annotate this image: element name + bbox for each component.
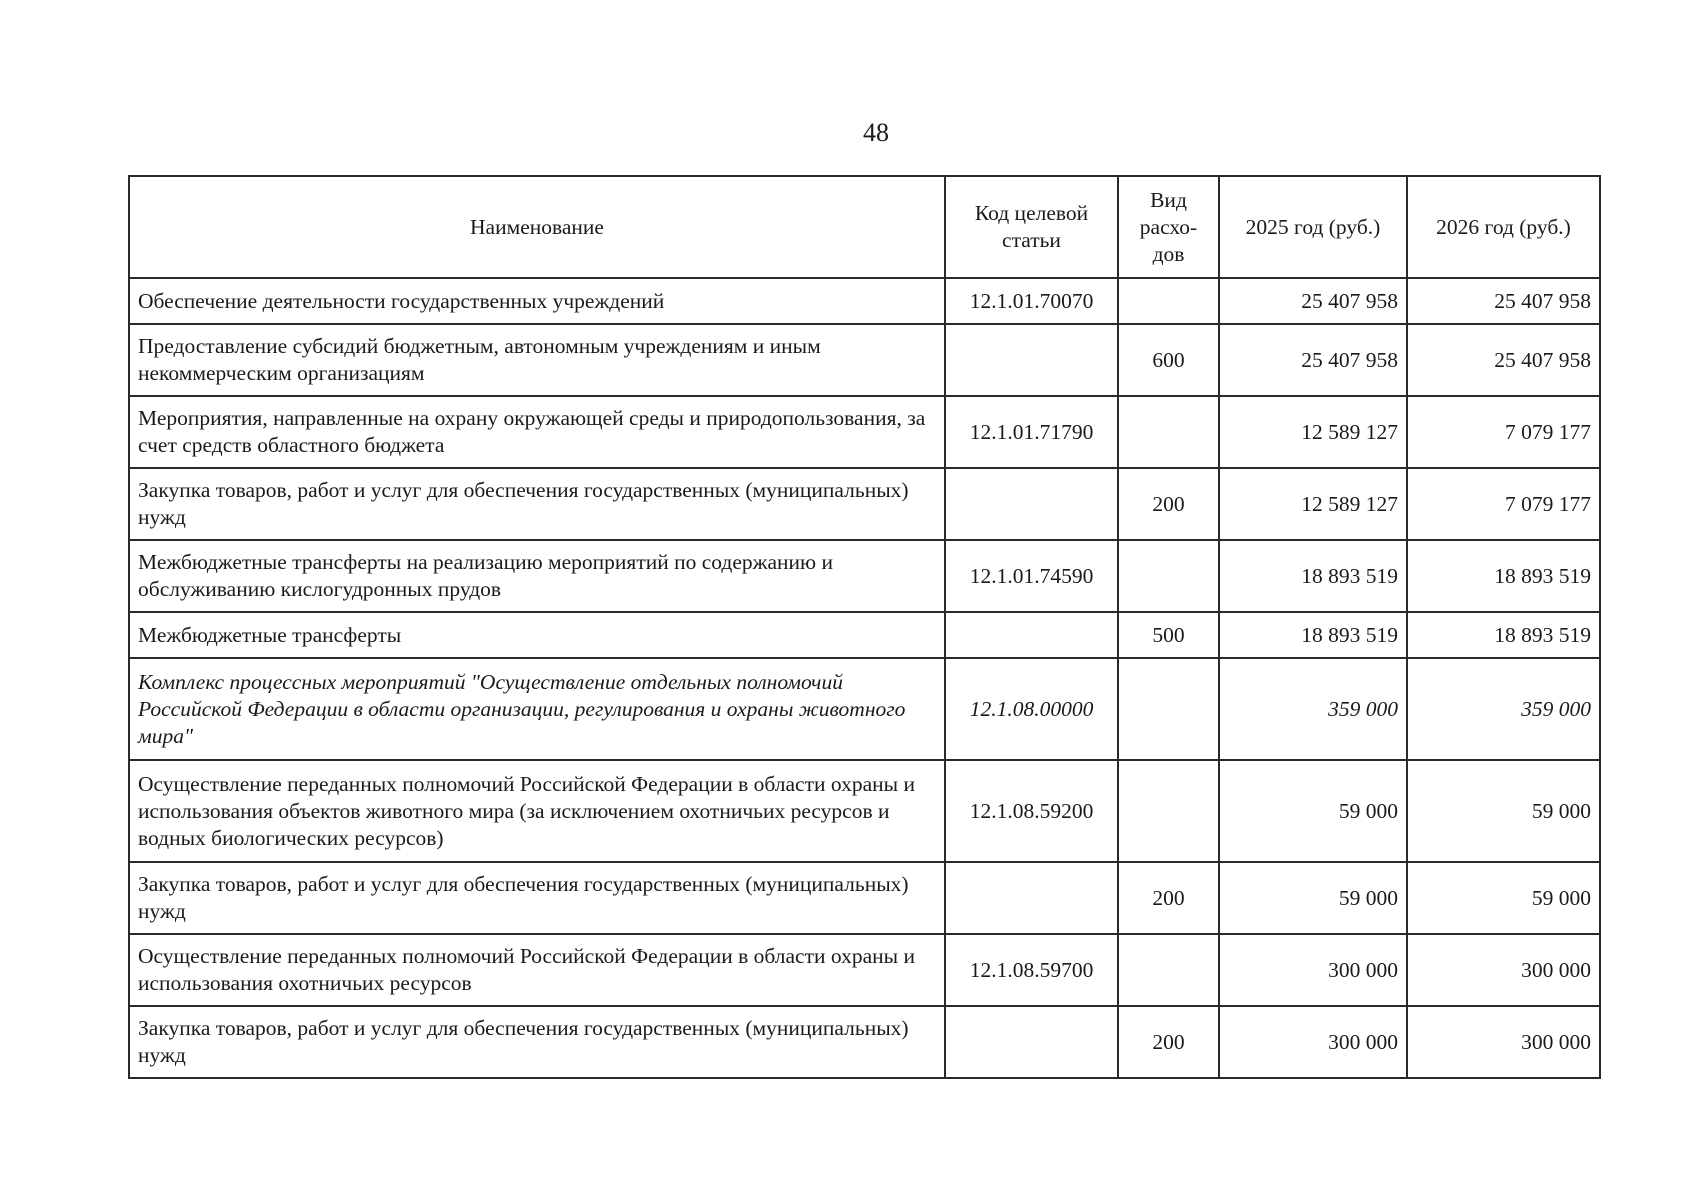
header-kind: Вид расхо-дов [1118,176,1219,278]
header-2025: 2025 год (руб.) [1219,176,1407,278]
row-2025: 300 000 [1219,934,1407,1006]
row-2026: 359 000 [1407,658,1600,760]
row-2025: 59 000 [1219,862,1407,934]
row-2025: 12 589 127 [1219,468,1407,540]
row-2025: 59 000 [1219,760,1407,862]
table-row [129,324,1600,396]
row-2025: 300 000 [1219,1006,1407,1078]
row-2026: 300 000 [1407,1006,1600,1078]
row-2026: 59 000 [1407,760,1600,862]
row-name: Осуществление переданных полномочий Российской Федерации в области охраны и использования объектов животного мира (за исключением охотничьих ресурсов и водных биологических ресурсов) [129,760,945,862]
table-row [129,658,1600,760]
row-code [945,1006,1118,1078]
row-code: 12.1.08.00000 [945,658,1118,760]
table-row [129,934,1600,1006]
row-code: 12.1.08.59700 [945,934,1118,1006]
row-code [945,612,1118,658]
table-row [129,612,1600,658]
row-2026: 18 893 519 [1407,540,1600,612]
row-2026: 25 407 958 [1407,278,1600,324]
row-kind [1118,934,1219,1006]
row-code [945,324,1118,396]
row-kind: 200 [1118,862,1219,934]
row-2026: 59 000 [1407,862,1600,934]
row-kind: 600 [1118,324,1219,396]
row-name: Межбюджетные трансферты [129,612,945,658]
table-row [129,760,1600,862]
row-code: 12.1.01.74590 [945,540,1118,612]
row-name: Закупка товаров, работ и услуг для обеспечения государственных (муниципальных) нужд [129,862,945,934]
row-kind: 200 [1118,468,1219,540]
header-code: Код целевой статьи [945,176,1118,278]
row-code: 12.1.01.71790 [945,396,1118,468]
table-header-row [129,176,1600,278]
row-code [945,468,1118,540]
row-2025: 25 407 958 [1219,278,1407,324]
row-2026: 7 079 177 [1407,468,1600,540]
header-2026: 2026 год (руб.) [1407,176,1600,278]
row-name: Обеспечение деятельности государственных учреждений [129,278,945,324]
row-name: Комплекс процессных мероприятий "Осуществление отдельных полномочий Российской Федерации в области организации, регулирования и охраны животного мира" [129,658,945,760]
row-name: Межбюджетные трансферты на реализацию мероприятий по содержанию и обслуживанию кислогудронных прудов [129,540,945,612]
row-name: Предоставление субсидий бюджетным, автономным учреждениям и иным некоммерческим организациям [129,324,945,396]
row-2026: 25 407 958 [1407,324,1600,396]
row-code: 12.1.01.70070 [945,278,1118,324]
row-kind: 200 [1118,1006,1219,1078]
row-2026: 300 000 [1407,934,1600,1006]
row-name: Осуществление переданных полномочий Российской Федерации в области охраны и использования охотничьих ресурсов [129,934,945,1006]
row-kind [1118,658,1219,760]
row-2025: 18 893 519 [1219,612,1407,658]
table-row [129,396,1600,468]
row-2025: 18 893 519 [1219,540,1407,612]
row-name: Закупка товаров, работ и услуг для обеспечения государственных (муниципальных) нужд [129,1006,945,1078]
row-2025: 359 000 [1219,658,1407,760]
row-kind [1118,278,1219,324]
row-2026: 7 079 177 [1407,396,1600,468]
row-2025: 25 407 958 [1219,324,1407,396]
table-row [129,1006,1600,1078]
row-code [945,862,1118,934]
row-2025: 12 589 127 [1219,396,1407,468]
table-row [129,468,1600,540]
row-kind [1118,760,1219,862]
row-code: 12.1.08.59200 [945,760,1118,862]
budget-table [128,175,1601,1079]
table-row [129,862,1600,934]
row-kind: 500 [1118,612,1219,658]
header-name: Наименование [129,176,945,278]
page-number: 48 [863,118,889,147]
table-row [129,540,1600,612]
row-name: Мероприятия, направленные на охрану окружающей среды и природопользования, за счет средств областного бюджета [129,396,945,468]
row-2026: 18 893 519 [1407,612,1600,658]
row-kind [1118,396,1219,468]
table-row [129,278,1600,324]
row-name: Закупка товаров, работ и услуг для обеспечения государственных (муниципальных) нужд [129,468,945,540]
row-kind [1118,540,1219,612]
